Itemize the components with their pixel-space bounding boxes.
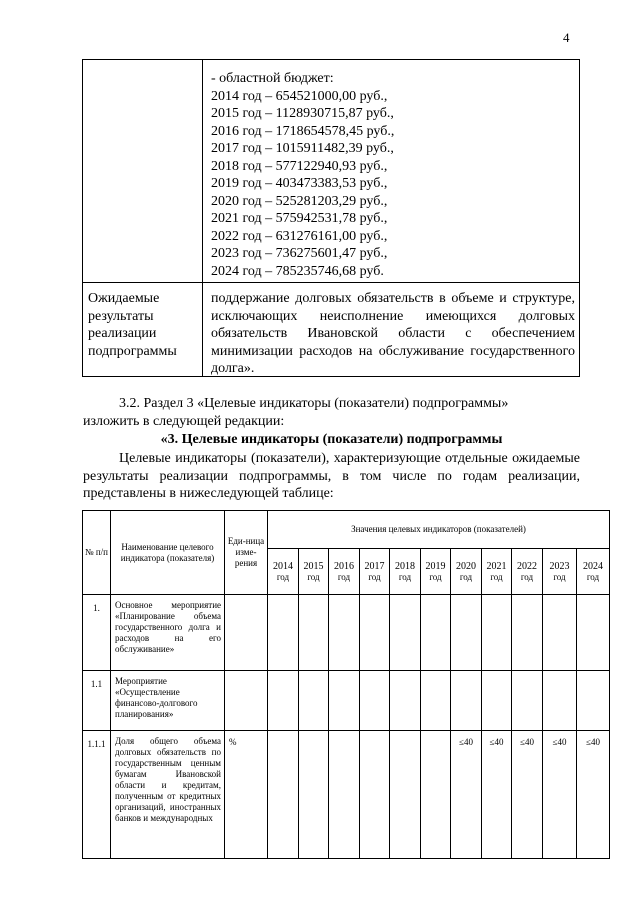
row-value bbox=[299, 731, 329, 859]
year-header bbox=[360, 549, 390, 595]
year-suffix: год bbox=[520, 571, 534, 582]
year-header bbox=[421, 549, 451, 595]
row-number: 1.1.1 bbox=[83, 731, 111, 859]
year-header bbox=[451, 549, 482, 595]
row-value bbox=[482, 595, 512, 671]
year-header bbox=[543, 549, 577, 595]
header-name: Наименование целевого индикатора (показателя) bbox=[111, 511, 225, 595]
table-row bbox=[83, 731, 610, 859]
expected-results-text: поддержание долговых обязательств в объеме и структуре, исключающих неисполнение имеющихся долговых обязательств Ивановской области с обеспечением минимизации расходов на обслуживание государственного долга». bbox=[211, 291, 575, 376]
budget-line: 2024 год – 785235746,68 руб. bbox=[211, 263, 384, 279]
year-suffix: год bbox=[307, 571, 320, 582]
year-header bbox=[329, 549, 360, 595]
row-divider bbox=[83, 282, 579, 283]
header-num: № п/п bbox=[83, 511, 111, 595]
budget-line: 2014 год – 654521000,00 руб., bbox=[211, 88, 388, 104]
header-unit: Еди-ница изме-рения bbox=[225, 511, 268, 595]
row-unit bbox=[225, 595, 268, 671]
budget-line: 2016 год – 1718654578,45 руб., bbox=[211, 123, 395, 139]
budget-line: 2020 год – 525281203,29 руб., bbox=[211, 193, 388, 209]
year-header bbox=[390, 549, 421, 595]
year-suffix: год bbox=[459, 571, 473, 582]
row-value bbox=[390, 731, 421, 859]
year-label: 2020 bbox=[456, 560, 476, 572]
row-value: ≤40 bbox=[577, 731, 610, 859]
year-suffix: год bbox=[337, 571, 351, 582]
year-suffix: год bbox=[553, 571, 566, 582]
year-label: 2022 bbox=[517, 560, 537, 572]
row-value: ≤40 bbox=[512, 731, 543, 859]
row-unit bbox=[225, 671, 268, 731]
budget-line: 2018 год – 577122940,93 руб., bbox=[211, 158, 388, 174]
row-value bbox=[299, 595, 329, 671]
budget-list bbox=[211, 70, 394, 280]
row-value bbox=[268, 671, 299, 731]
row-name: Мероприятие «Осуществление финансово-долгового планирования» bbox=[111, 671, 225, 731]
row-value bbox=[421, 731, 451, 859]
intro-paragraph: Целевые индикаторы (показатели), характеризующие отдельные ожидаемые результаты реализации подпрограммы, в том числе по годам реализации, представлены в нижеследующей таблице: bbox=[83, 451, 580, 501]
row-value: ≤40 bbox=[451, 731, 482, 859]
column-divider bbox=[202, 60, 203, 376]
budget-line: 2015 год – 1128930715,87 руб., bbox=[211, 106, 394, 121]
row-value bbox=[421, 671, 451, 731]
row-value bbox=[390, 671, 421, 731]
year-header bbox=[268, 549, 299, 595]
row-value bbox=[451, 671, 482, 731]
table-row bbox=[83, 595, 610, 671]
row-value bbox=[451, 595, 482, 671]
year-label: 2019 bbox=[425, 560, 446, 572]
row-value bbox=[299, 671, 329, 731]
year-suffix: год bbox=[429, 571, 442, 582]
expected-results-label: Ожидаемые результаты реализации подпрограммы bbox=[88, 291, 177, 359]
year-label: 2018 bbox=[395, 560, 415, 572]
row-value bbox=[543, 671, 577, 731]
row-value bbox=[329, 595, 360, 671]
year-header bbox=[482, 549, 512, 595]
row-number: 1.1 bbox=[83, 671, 111, 731]
budget-line: 2017 год – 1015911482,39 руб., bbox=[211, 141, 394, 156]
page-number: 4 bbox=[563, 30, 570, 45]
indicators-table bbox=[82, 510, 610, 859]
row-value bbox=[268, 731, 299, 859]
row-value bbox=[421, 595, 451, 671]
row-value bbox=[360, 731, 390, 859]
row-value bbox=[329, 671, 360, 731]
budget-line: 2021 год – 575942531,78 руб., bbox=[211, 211, 388, 226]
budget-line: 2019 год – 403473383,53 руб., bbox=[211, 176, 388, 191]
row-value bbox=[329, 731, 360, 859]
year-label: 2023 bbox=[549, 560, 570, 572]
year-label: 2016 bbox=[334, 560, 354, 572]
year-label: 2021 bbox=[486, 560, 507, 572]
row-value bbox=[543, 595, 577, 671]
year-suffix: год bbox=[490, 571, 503, 582]
row-value: ≤40 bbox=[543, 731, 577, 859]
row-value bbox=[390, 595, 421, 671]
row-name: Доля общего объема долговых обязательств по государственным ценным бумагам Ивановской области и кредитам, полученным от кредитных организаций, иностранных банков и международных bbox=[111, 731, 225, 859]
year-header bbox=[512, 549, 543, 595]
row-value bbox=[482, 671, 512, 731]
row-value bbox=[268, 595, 299, 671]
year-suffix: год bbox=[368, 571, 381, 582]
section-heading: «3. Целевые индикаторы (показатели) подпрограммы bbox=[160, 432, 503, 447]
row-number: 1. bbox=[83, 595, 111, 671]
budget-line: 2022 год – 631276161,00 руб., bbox=[211, 228, 388, 244]
row-value bbox=[577, 595, 610, 671]
row-value bbox=[360, 671, 390, 731]
year-label: 2015 bbox=[303, 560, 324, 572]
budget-table bbox=[82, 59, 580, 377]
year-header bbox=[577, 549, 610, 595]
year-label: 2024 bbox=[583, 560, 603, 572]
year-suffix: год bbox=[276, 571, 290, 582]
row-value: ≤40 bbox=[482, 731, 512, 859]
year-label: 2017 bbox=[364, 560, 385, 572]
row-unit: % bbox=[225, 731, 268, 859]
row-value bbox=[360, 595, 390, 671]
amendment-line-1: 3.2. Раздел 3 «Целевые индикаторы (показатели) подпрограммы» bbox=[119, 396, 509, 411]
row-name: Основное мероприятие «Планирование объема государственного долга и расходов на его обслуживание» bbox=[111, 595, 225, 671]
row-value bbox=[577, 671, 610, 731]
budget-line: 2023 год – 736275601,47 руб., bbox=[211, 246, 388, 261]
budget-header: - областной бюджет: bbox=[211, 71, 334, 86]
header-values: Значения целевых индикаторов (показателей) bbox=[268, 511, 610, 549]
year-suffix: год bbox=[586, 571, 600, 582]
table-row bbox=[83, 671, 610, 731]
year-label: 2014 bbox=[273, 560, 293, 572]
amendment-line-2: изложить в следующей редакции: bbox=[83, 413, 285, 429]
year-header bbox=[299, 549, 329, 595]
row-value bbox=[512, 671, 543, 731]
row-value bbox=[512, 595, 543, 671]
year-suffix: год bbox=[398, 571, 412, 582]
amendment-paragraph bbox=[83, 395, 580, 430]
